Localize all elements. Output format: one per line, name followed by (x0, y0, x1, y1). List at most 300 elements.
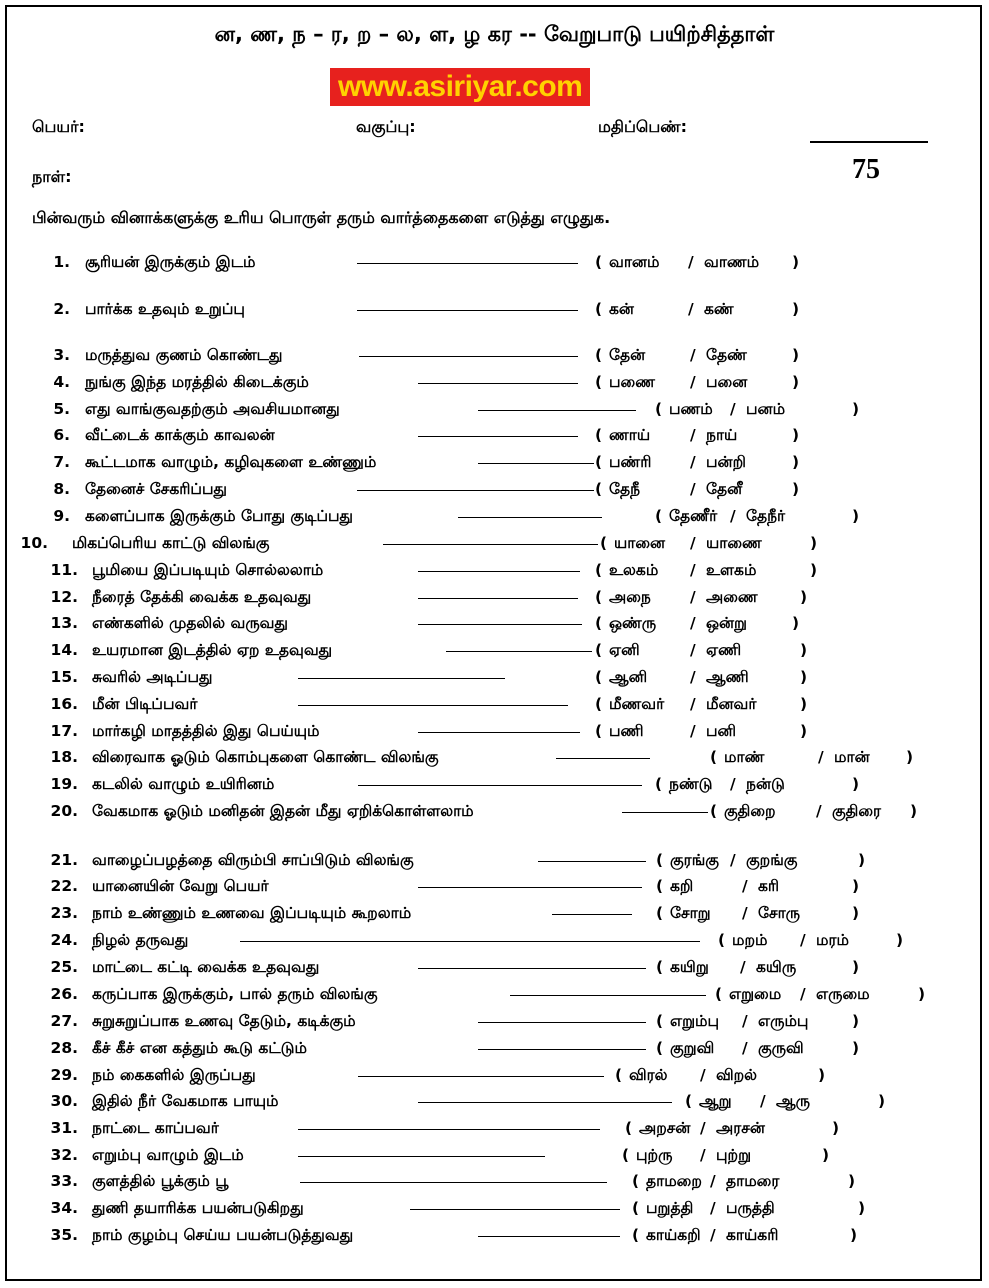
class-label: வகுப்பு: (356, 117, 416, 136)
question-row (0, 534, 989, 556)
option-b: கரி (758, 877, 780, 895)
question-number: 34. (50, 1199, 78, 1217)
option-b: தேநீர் (746, 507, 786, 525)
question-text: மருத்துவ குணம் கொண்டது (85, 346, 283, 364)
close-paren: ) (852, 1012, 860, 1030)
question-row (0, 1119, 989, 1141)
option-a: ஒண்ரு (609, 614, 657, 632)
question-number: 16. (50, 695, 78, 713)
option-b: பன்றி (706, 453, 746, 471)
open-paren: ( (656, 1012, 664, 1030)
question-number: 8. (53, 480, 70, 498)
answer-blank-line (410, 1209, 620, 1210)
open-paren: ( (595, 722, 603, 740)
close-paren: ) (852, 775, 860, 793)
option-b: காய்கரி (726, 1226, 779, 1244)
option-separator: / (690, 346, 696, 364)
answer-blank-line (358, 785, 642, 786)
option-separator: / (688, 300, 694, 318)
open-paren: ( (656, 851, 664, 869)
option-separator: / (800, 931, 806, 949)
open-paren: ( (595, 561, 603, 579)
question-text: சுறுசுறுப்பாக உணவு தேடும், கடிக்கும் (92, 1012, 356, 1030)
option-a: எறும்பு (670, 1012, 720, 1030)
date-label: நாள்: (32, 167, 72, 186)
option-a: குரங்கு (670, 851, 719, 869)
question-text: உயரமான இடத்தில் ஏற உதவுவது (92, 641, 333, 659)
open-paren: ( (656, 1039, 664, 1057)
question-number: 21. (50, 851, 78, 869)
website-banner[interactable]: www.asiriyar.com (330, 68, 590, 106)
answer-blank-line (446, 651, 592, 652)
close-paren: ) (800, 641, 808, 659)
option-a: தாமறை (646, 1172, 702, 1190)
option-b: ஆரு (776, 1092, 810, 1110)
option-b: மீனவர் (706, 695, 757, 713)
option-b: தேனீ (706, 480, 743, 498)
open-paren: ( (685, 1092, 693, 1110)
answer-blank-line (478, 410, 636, 411)
close-paren: ) (858, 1199, 866, 1217)
answer-blank-line (383, 544, 598, 545)
option-a: பணி (609, 722, 644, 740)
question-row (0, 561, 989, 583)
question-number: 15. (50, 668, 78, 686)
option-a: கறி (670, 877, 694, 895)
open-paren: ( (656, 877, 664, 895)
open-paren: ( (595, 614, 603, 632)
option-a: உலகம் (609, 561, 659, 579)
close-paren: ) (800, 722, 808, 740)
question-row (0, 400, 989, 422)
option-separator: / (700, 1119, 706, 1137)
question-number: 28. (50, 1039, 78, 1057)
option-a: குதிறை (724, 802, 776, 820)
answer-blank-line (510, 995, 706, 996)
close-paren: ) (858, 851, 866, 869)
open-paren: ( (715, 985, 723, 1003)
question-row (0, 614, 989, 636)
option-a: மாண் (724, 748, 765, 766)
answer-blank-line (622, 812, 708, 813)
open-paren: ( (656, 958, 664, 976)
option-a: பணை (609, 373, 655, 391)
open-paren: ( (655, 400, 663, 418)
question-text: இதில் நீர் வேகமாக பாயும் (92, 1092, 279, 1110)
total-marks: 75 (852, 154, 880, 185)
answer-blank-line (359, 356, 578, 357)
option-separator: / (730, 851, 736, 869)
question-text: சூரியன் இருக்கும் இடம் (85, 253, 256, 271)
question-row (0, 300, 989, 322)
question-number: 17. (50, 722, 78, 740)
question-number: 31. (50, 1119, 78, 1137)
close-paren: ) (810, 534, 818, 552)
question-number: 25. (50, 958, 78, 976)
answer-blank-line (418, 732, 580, 733)
question-row (0, 931, 989, 953)
question-number: 11. (50, 561, 78, 579)
close-paren: ) (832, 1119, 840, 1137)
open-paren: ( (625, 1119, 633, 1137)
close-paren: ) (800, 588, 808, 606)
question-number: 23. (50, 904, 78, 922)
question-row (0, 253, 989, 275)
question-text: கருப்பாக இருக்கும், பால் தரும் விலங்கு (92, 985, 378, 1003)
question-number: 14. (50, 641, 78, 659)
close-paren: ) (852, 958, 860, 976)
question-text: யானையின் வேறு பெயர் (92, 877, 269, 895)
option-a: ணாய் (609, 426, 651, 444)
open-paren: ( (595, 346, 603, 364)
open-paren: ( (615, 1066, 623, 1084)
option-b: மான் (834, 748, 870, 766)
question-number: 13. (50, 614, 78, 632)
option-separator: / (690, 588, 696, 606)
open-paren: ( (595, 588, 603, 606)
question-number: 10. (20, 534, 48, 552)
option-a: ஆனி (609, 668, 648, 686)
question-row (0, 1039, 989, 1061)
question-row (0, 851, 989, 873)
question-number: 22. (50, 877, 78, 895)
open-paren: ( (656, 904, 664, 922)
option-b: கயிரு (756, 958, 797, 976)
option-separator: / (690, 641, 696, 659)
option-separator: / (690, 695, 696, 713)
close-paren: ) (918, 985, 926, 1003)
option-separator: / (690, 480, 696, 498)
option-b: நாய் (706, 426, 738, 444)
option-separator: / (710, 1226, 716, 1244)
option-b: குருவி (758, 1039, 804, 1057)
question-number: 20. (50, 802, 78, 820)
question-row (0, 588, 989, 610)
question-number: 9. (53, 507, 70, 525)
answer-blank-line (298, 678, 505, 679)
option-b: ஏணி (706, 641, 742, 659)
marks-score-line (810, 141, 928, 143)
option-separator: / (742, 904, 748, 922)
question-text: நிழல் தருவது (92, 931, 189, 949)
option-a: சோறு (670, 904, 711, 922)
question-number: 27. (50, 1012, 78, 1030)
close-paren: ) (792, 373, 800, 391)
question-text: மாட்டை கட்டி வைக்க உதவுவது (92, 958, 320, 976)
answer-blank-line (478, 1022, 646, 1023)
question-text: நுங்கு இந்த மரத்தில் கிடைக்கும் (85, 373, 309, 391)
option-b: எருமை (816, 985, 870, 1003)
option-separator: / (760, 1092, 766, 1110)
answer-blank-line (357, 310, 578, 311)
question-row (0, 695, 989, 717)
question-text: துணி தயாரிக்க பயன்படுகிறது (92, 1199, 304, 1217)
question-row (0, 1199, 989, 1221)
answer-blank-line (458, 517, 602, 518)
question-text: மிகப்பெரிய காட்டு விலங்கு (72, 534, 270, 552)
question-number: 12. (50, 588, 78, 606)
answer-blank-line (418, 624, 582, 625)
close-paren: ) (792, 480, 800, 498)
question-text: தேனைச் சேகரிப்பது (85, 480, 227, 498)
question-number: 32. (50, 1146, 78, 1164)
option-a: காய்கறி (646, 1226, 701, 1244)
question-row (0, 426, 989, 448)
option-separator: / (700, 1146, 706, 1164)
question-number: 2. (53, 300, 70, 318)
question-row (0, 877, 989, 899)
open-paren: ( (655, 507, 663, 525)
close-paren: ) (852, 400, 860, 418)
question-number: 30. (50, 1092, 78, 1110)
option-a: நண்டு (669, 775, 713, 793)
close-paren: ) (896, 931, 904, 949)
answer-blank-line (300, 1182, 607, 1183)
question-text: சுவரில் அடிப்பது (92, 668, 213, 686)
option-b: எரும்பு (758, 1012, 809, 1030)
open-paren: ( (710, 802, 718, 820)
option-b: தேண் (706, 346, 747, 364)
option-a: புற்ரு (636, 1146, 673, 1164)
question-text: மார்கழி மாதத்தில் இது பெய்யும் (92, 722, 320, 740)
option-b: நன்டு (746, 775, 785, 793)
question-text: நாட்டை காப்பவர் (92, 1119, 219, 1137)
answer-blank-line (418, 968, 646, 969)
option-b: யாணை (706, 534, 762, 552)
option-a: ஆறு (699, 1092, 732, 1110)
option-separator: / (740, 958, 746, 976)
answer-blank-line (418, 571, 580, 572)
option-a: பணம் (669, 400, 713, 418)
marks-label: மதிப்பெண்: (598, 117, 688, 136)
option-separator: / (690, 426, 696, 444)
option-b: மரம் (816, 931, 849, 949)
option-separator: / (690, 614, 696, 632)
question-row (0, 722, 989, 744)
option-separator: / (710, 1199, 716, 1217)
option-b: பருத்தி (726, 1199, 775, 1217)
option-separator: / (800, 985, 806, 1003)
close-paren: ) (792, 426, 800, 444)
option-separator: / (710, 1172, 716, 1190)
option-b: உளகம் (706, 561, 757, 579)
question-text: கூட்டமாக வாழும், கழிவுகளை உண்ணும் (85, 453, 377, 471)
question-number: 1. (53, 253, 70, 271)
option-a: தேன் (609, 346, 646, 364)
option-separator: / (688, 253, 694, 271)
option-a: பண்ரி (609, 453, 652, 471)
question-row (0, 453, 989, 475)
open-paren: ( (595, 373, 603, 391)
question-text: குளத்தில் பூக்கும் பூ (92, 1172, 229, 1190)
instruction-text: பின்வரும் வினாக்களுக்கு உரிய பொருள் தரும் வார்த்தைகளை எடுத்து எழுதுக. (32, 208, 611, 227)
question-row (0, 958, 989, 980)
option-b: குதிரை (832, 802, 882, 820)
option-a: வானம் (609, 253, 660, 271)
question-text: பார்க்க உதவும் உறுப்பு (85, 300, 245, 318)
close-paren: ) (906, 748, 914, 766)
worksheet-title: ன, ண, ந – ர, ற – ல, ள, ழ கர -- வேறுபாடு பயிற்சித்தாள் (214, 22, 775, 46)
question-text: கீச் கீச் என கத்தும் கூடு கட்டும் (92, 1039, 307, 1057)
question-row (0, 346, 989, 368)
question-text: எது வாங்குவதற்கும் அவசியமானது (85, 400, 340, 418)
answer-blank-line (240, 941, 700, 942)
answer-blank-line (418, 887, 642, 888)
question-row (0, 373, 989, 395)
answer-blank-line (552, 914, 632, 915)
open-paren: ( (595, 480, 603, 498)
open-paren: ( (622, 1146, 630, 1164)
answer-blank-line (418, 436, 578, 437)
option-b: அரசன் (716, 1119, 765, 1137)
close-paren: ) (800, 695, 808, 713)
question-text: விரைவாக ஓடும் கொம்புகளை கொண்ட விலங்கு (92, 748, 439, 766)
close-paren: ) (852, 877, 860, 895)
open-paren: ( (600, 534, 608, 552)
option-a: பறுத்தி (646, 1199, 694, 1217)
open-paren: ( (632, 1172, 640, 1190)
option-b: பனை (706, 373, 748, 391)
option-b: அணை (706, 588, 758, 606)
question-text: வீட்டைக் காக்கும் காவலன் (85, 426, 275, 444)
question-text: எண்களில் முதலில் வருவது (92, 614, 288, 632)
answer-blank-line (478, 1049, 646, 1050)
open-paren: ( (632, 1226, 640, 1244)
question-row (0, 480, 989, 502)
option-b: கண் (704, 300, 734, 318)
answer-blank-line (418, 1102, 672, 1103)
question-text: வாழைப்பழத்தை விரும்பி சாப்பிடும் விலங்கு (92, 851, 414, 869)
close-paren: ) (818, 1066, 826, 1084)
option-a: மறம் (732, 931, 768, 949)
option-separator: / (742, 877, 748, 895)
question-number: 24. (50, 931, 78, 949)
question-text: வேகமாக ஓடும் மனிதன் இதன் மீது ஏறிக்கொள்ளலாம் (92, 802, 474, 820)
option-separator: / (700, 1066, 706, 1084)
option-b: தாமரை (726, 1172, 780, 1190)
question-number: 18. (50, 748, 78, 766)
question-row (0, 1146, 989, 1168)
close-paren: ) (792, 346, 800, 364)
close-paren: ) (792, 453, 800, 471)
question-text: நாம் குழம்பு செய்ய பயன்படுத்துவது (92, 1226, 354, 1244)
open-paren: ( (595, 253, 603, 271)
option-separator: / (742, 1012, 748, 1030)
question-row (0, 904, 989, 926)
answer-blank-line (478, 1236, 620, 1237)
option-a: யானை (614, 534, 666, 552)
option-a: தேணீர் (669, 507, 718, 525)
answer-blank-line (298, 1156, 545, 1157)
open-paren: ( (595, 426, 603, 444)
option-separator: / (818, 748, 824, 766)
question-number: 6. (53, 426, 70, 444)
option-b: புற்று (716, 1146, 752, 1164)
question-row (0, 507, 989, 529)
option-separator: / (690, 373, 696, 391)
question-text: நாம் உண்ணும் உணவை இப்படியும் கூறலாம் (92, 904, 412, 922)
question-text: மீன் பிடிப்பவர் (92, 695, 198, 713)
close-paren: ) (878, 1092, 886, 1110)
question-number: 35. (50, 1226, 78, 1244)
open-paren: ( (595, 300, 603, 318)
option-b: ஆணி (706, 668, 749, 686)
answer-blank-line (556, 758, 650, 759)
option-separator: / (690, 453, 696, 471)
option-separator: / (690, 668, 696, 686)
option-separator: / (690, 561, 696, 579)
answer-blank-line (418, 383, 578, 384)
question-text: நீரைத் தேக்கி வைக்க உதவுவது (92, 588, 312, 606)
question-text: நம் கைகளில் இருப்பது (92, 1066, 256, 1084)
option-separator: / (816, 802, 822, 820)
question-row (0, 775, 989, 797)
question-row (0, 1092, 989, 1114)
option-separator: / (730, 400, 736, 418)
question-row (0, 985, 989, 1007)
option-separator: / (690, 722, 696, 740)
option-b: சோரு (758, 904, 801, 922)
question-row (0, 1226, 989, 1248)
close-paren: ) (852, 507, 860, 525)
option-a: தேநீ (609, 480, 641, 498)
open-paren: ( (718, 931, 726, 949)
question-row (0, 1172, 989, 1194)
question-number: 29. (50, 1066, 78, 1084)
question-number: 19. (50, 775, 78, 793)
option-a: அறசன் (639, 1119, 691, 1137)
answer-blank-line (357, 490, 594, 491)
open-paren: ( (655, 775, 663, 793)
option-b: வாணம் (704, 253, 760, 271)
option-a: கன் (609, 300, 634, 318)
close-paren: ) (792, 253, 800, 271)
question-text: களைப்பாக இருக்கும் போது குடிப்பது (85, 507, 353, 525)
close-paren: ) (822, 1146, 830, 1164)
option-separator: / (742, 1039, 748, 1057)
question-text: கடலில் வாழும் உயிரினம் (92, 775, 275, 793)
question-text: எறும்பு வாழும் இடம் (92, 1146, 244, 1164)
option-separator: / (690, 534, 696, 552)
open-paren: ( (595, 453, 603, 471)
close-paren: ) (910, 802, 918, 820)
option-b: விறல் (716, 1066, 758, 1084)
close-paren: ) (810, 561, 818, 579)
option-b: பனம் (746, 400, 786, 418)
answer-blank-line (418, 598, 578, 599)
question-number: 7. (53, 453, 70, 471)
option-a: கயிறு (670, 958, 709, 976)
option-separator: / (730, 775, 736, 793)
close-paren: ) (792, 300, 800, 318)
open-paren: ( (595, 695, 603, 713)
question-number: 26. (50, 985, 78, 1003)
question-row (0, 1066, 989, 1088)
answer-blank-line (298, 1129, 600, 1130)
option-a: ஏனி (609, 641, 640, 659)
question-number: 3. (53, 346, 70, 364)
answer-blank-line (478, 463, 594, 464)
open-paren: ( (595, 668, 603, 686)
question-row (0, 802, 989, 824)
close-paren: ) (850, 1226, 858, 1244)
option-separator: / (730, 507, 736, 525)
open-paren: ( (710, 748, 718, 766)
answer-blank-line (298, 705, 568, 706)
answer-blank-line (357, 263, 578, 264)
question-row (0, 748, 989, 770)
close-paren: ) (848, 1172, 856, 1190)
